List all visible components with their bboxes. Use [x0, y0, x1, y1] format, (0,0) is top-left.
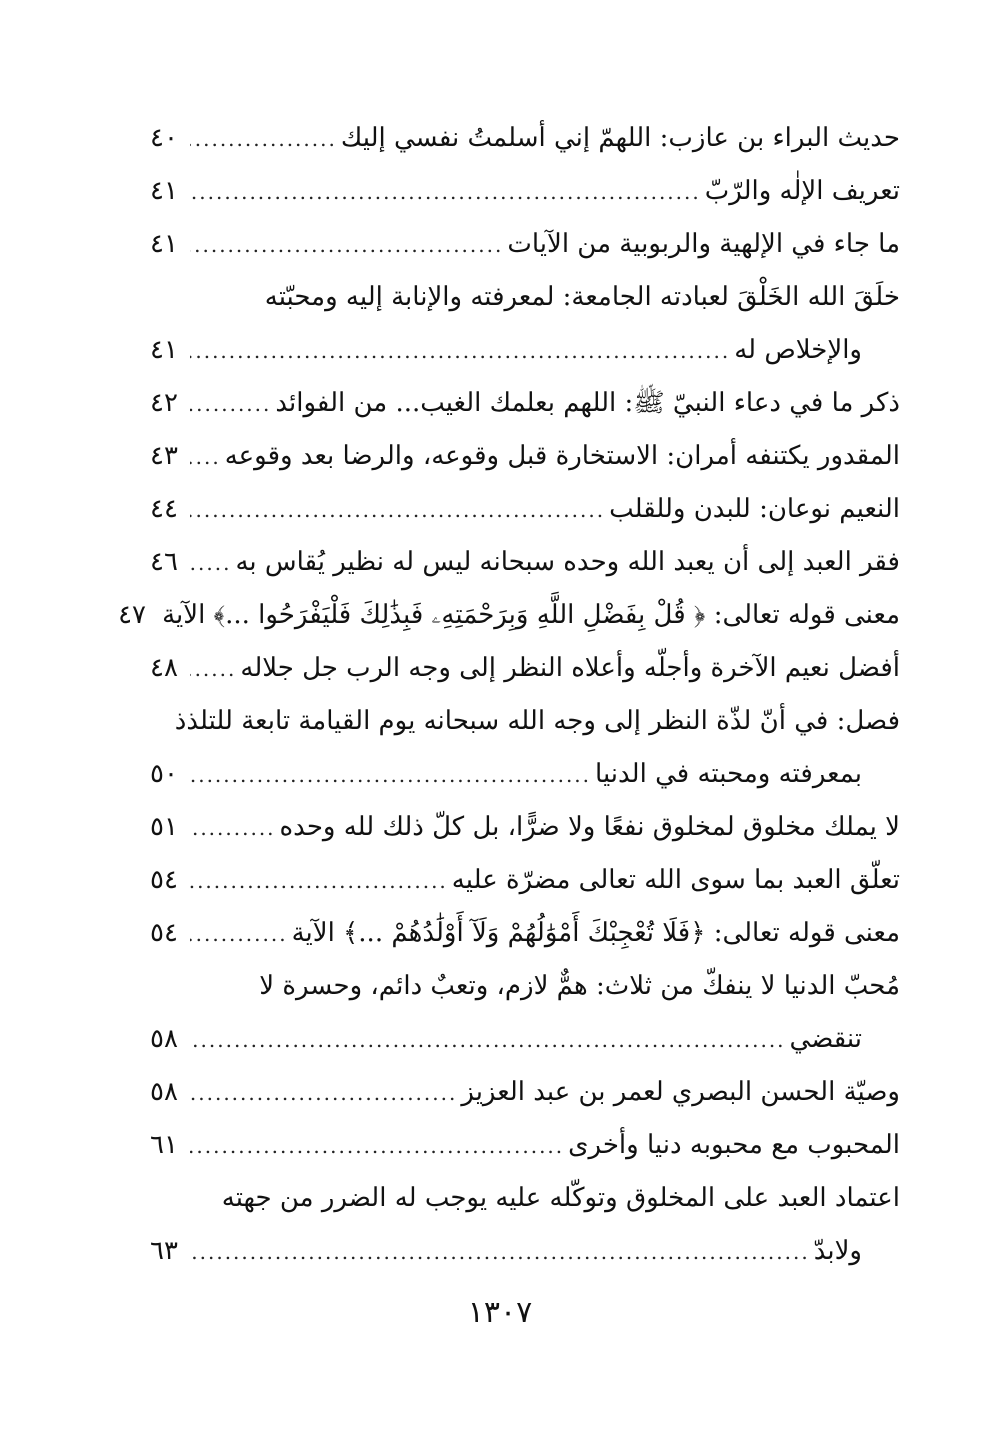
- page-number: ١٣٠٧: [467, 1295, 533, 1330]
- toc-entry-line: [150, 536, 900, 589]
- toc-entry: [150, 695, 900, 801]
- toc-entry: [150, 271, 900, 377]
- toc-entry-title: معنى قوله تعالى: ﴿فَلَا تُعْجِبْكَ أَمْوَٰلُهُمْ وَلَآ أَوْلَٰدُهُمْ ...﴾ الآية: [291, 918, 900, 948]
- toc-entry-title: خلَقَ الله الخَلْقَ لعبادته الجامعة: لمعرفته والإنابة إليه ومحبّته: [264, 282, 900, 312]
- toc-entry-title: لا يملك مخلوق لمخلوق نفعًا ولا ضرًّا، بل كلّ ذلك لله وحده: [279, 812, 900, 842]
- toc-entry-line: [150, 483, 900, 536]
- toc-entry: [150, 642, 900, 695]
- toc-entry-page: ٤٧: [118, 600, 146, 630]
- dot-leader: [190, 113, 337, 166]
- toc-entry-line: [150, 218, 900, 271]
- toc-entry: [150, 907, 900, 960]
- toc-entry-title: بمعرفته ومحبته في الدنيا: [595, 759, 862, 789]
- toc-entry: [150, 536, 900, 589]
- toc-entry-title: تنقضي: [789, 1024, 862, 1054]
- dot-leader: [190, 484, 605, 537]
- dot-leader: [190, 431, 221, 484]
- dot-leader: [190, 749, 591, 802]
- table-of-contents: [118, 112, 900, 1278]
- toc-entry-page: ٥٨: [150, 1077, 178, 1107]
- toc-entry-line: [150, 960, 900, 1013]
- toc-entry-line: [150, 324, 900, 377]
- toc-entry-page: ٤٢: [150, 388, 178, 418]
- toc-entry-title: مُحبّ الدنيا لا ينفكّ من ثلاث: همٌّ لازم، وتعبٌ دائم، وحسرة لا: [259, 971, 900, 1001]
- toc-entry-line: [150, 1013, 900, 1066]
- toc-entry-line: [150, 801, 900, 854]
- dot-leader: [190, 219, 503, 272]
- toc-entry-title: فصل: في أنّ لذّة النظر إلى وجه الله سبحانه يوم القيامة تابعة للتلذذ: [174, 706, 900, 736]
- toc-entry-line: [150, 377, 900, 430]
- toc-entry: [150, 1119, 900, 1172]
- dot-leader: [190, 325, 730, 378]
- dot-leader: [190, 537, 231, 590]
- toc-entry-page: ٤١: [150, 176, 178, 206]
- toc-entry-title: معنى قوله تعالى: ﴿ قُلْ بِفَضْلِ اللَّهِ وَبِرَحْمَتِهِۦ فَبِذَٰلِكَ فَلْيَفْرَحُوا ...﴾ الآية: [162, 600, 900, 630]
- toc-entry-title: حديث البراء بن عازب: اللهمّ إني أسلمتُ نفسي إليك: [340, 123, 900, 153]
- toc-entry-page: ٤٦: [150, 547, 178, 577]
- dot-leader: [190, 1226, 810, 1279]
- toc-entry: [150, 854, 900, 907]
- toc-entry-line: [150, 1066, 900, 1119]
- toc-entry-line: [150, 430, 900, 483]
- toc-entry-title: اعتماد العبد على المخلوق وتوكّله عليه يوجب له الضرر من جهته: [221, 1183, 900, 1213]
- toc-entry-page: ٤٨: [150, 653, 178, 683]
- toc-entry-line: [150, 748, 900, 801]
- toc-entry: [150, 801, 900, 854]
- toc-entry-line: [150, 1172, 900, 1225]
- toc-entry-line: [118, 589, 900, 642]
- toc-entry-line: [150, 854, 900, 907]
- toc-entry-title: والإخلاص له: [734, 335, 862, 365]
- toc-entry-title: ما جاء في الإلهية والربوبية من الآيات: [507, 229, 900, 259]
- toc-entry-page: ٤١: [150, 229, 178, 259]
- toc-entry: [150, 218, 900, 271]
- toc-entry: [150, 377, 900, 430]
- toc-entry-page: ٤٠: [150, 123, 178, 153]
- toc-entry-title: وصيّة الحسن البصري لعمر بن عبد العزيز: [461, 1077, 900, 1107]
- toc-entry-line: [150, 907, 900, 960]
- dot-leader: [190, 1014, 786, 1067]
- toc-entry: [150, 112, 900, 165]
- dot-leader: [190, 643, 236, 696]
- toc-entry: [150, 1172, 900, 1278]
- toc-entry-page: ٦١: [150, 1130, 178, 1160]
- toc-entry-line: [150, 271, 900, 324]
- toc-entry-title: النعيم نوعان: للبدن وللقلب: [609, 494, 900, 524]
- toc-entry-title: أفضل نعيم الآخرة وأجلّه وأعلاه النظر إلى وجه الرب جل جلاله: [240, 653, 900, 683]
- dot-leader: [190, 855, 448, 908]
- toc-entry-page: ٥٠: [150, 759, 178, 789]
- toc-entry-line: [150, 642, 900, 695]
- toc-entry-page: ٤٣: [150, 441, 178, 471]
- toc-entry: [150, 483, 900, 536]
- toc-entry-title: المقدور يكتنفه أمران: الاستخارة قبل وقوعه، والرضا بعد وقوعه: [224, 441, 900, 471]
- toc-entry-title: فقر العبد إلى أن يعبد الله وحده سبحانه ليس له نظير يُقاس به: [235, 547, 900, 577]
- toc-entry: [150, 960, 900, 1066]
- toc-entry: [150, 1066, 900, 1119]
- dot-leader: [190, 166, 701, 219]
- toc-entry-page: ٥٤: [150, 865, 178, 895]
- toc-entry-line: [150, 165, 900, 218]
- toc-entry-title: ولابدّ: [813, 1236, 862, 1266]
- toc-entry: [150, 165, 900, 218]
- toc-entry-title: تعلّق العبد بما سوى الله تعالى مضرّة عليه: [451, 865, 900, 895]
- dot-leader: [190, 1120, 564, 1173]
- dot-leader: [190, 802, 276, 855]
- toc-entry: [118, 589, 900, 642]
- dot-leader: [190, 378, 271, 431]
- toc-entry-page: ٥٨: [150, 1024, 178, 1054]
- dot-leader: [190, 1067, 457, 1120]
- toc-entry-title: المحبوب مع محبوبه دنيا وأخرى: [568, 1130, 900, 1160]
- toc-entry-line: [150, 1119, 900, 1172]
- toc-entry-page: ٦٣: [150, 1236, 178, 1266]
- toc-entry-line: [150, 112, 900, 165]
- toc-entry-title: ذكر ما في دعاء النبيّ ﷺ: اللهم بعلمك الغيب... من الفوائد: [275, 388, 900, 418]
- toc-entry-page: ٥١: [150, 812, 178, 842]
- toc-entry-title: تعريف الإلٰه والرّبّ: [704, 176, 900, 206]
- toc-entry-page: ٤١: [150, 335, 178, 365]
- toc-entry-line: [150, 1225, 900, 1278]
- toc-entry-line: [150, 695, 900, 748]
- toc-entry: [150, 430, 900, 483]
- toc-entry-page: ٤٤: [150, 494, 178, 524]
- dot-leader: [190, 908, 288, 961]
- toc-entry-page: ٥٤: [150, 918, 178, 948]
